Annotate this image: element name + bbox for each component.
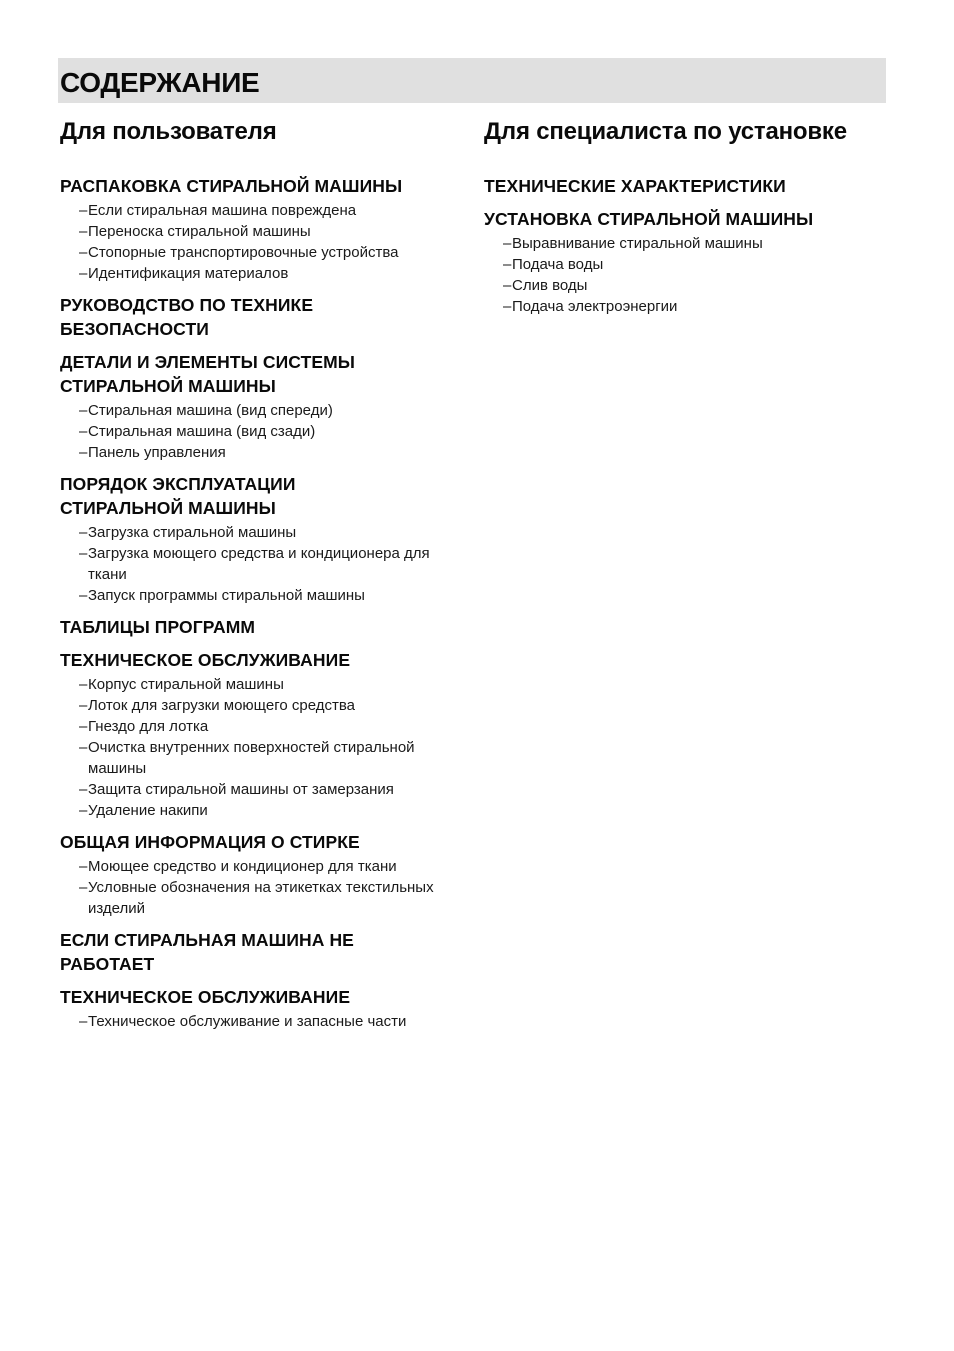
toc-subitem[interactable] — [79, 856, 460, 877]
title-bar — [58, 58, 886, 103]
dash-bullet: – — [79, 802, 88, 819]
toc-subitem[interactable] — [79, 737, 460, 779]
dash-bullet: – — [503, 277, 512, 294]
toc-subitem[interactable] — [79, 674, 460, 695]
toc-section-title[interactable]: ТЕХНИЧЕСКИЕ ХАРАКТЕРИСТИКИ — [484, 176, 786, 196]
toc-subitem-text: Техническое обслуживание и запасные части — [88, 1013, 407, 1030]
toc-subitem-text: Стопорные транспортировочные устройства — [88, 244, 399, 261]
toc-subitem[interactable] — [503, 233, 884, 254]
toc-subitem[interactable] — [79, 695, 460, 716]
toc-subitem-text: Моющее средство и кондиционер для ткани — [88, 858, 397, 875]
toc-section-title[interactable]: ОБЩАЯ ИНФОРМАЦИЯ О СТИРКЕ — [60, 832, 360, 852]
toc-subitems — [484, 233, 884, 317]
dash-bullet: – — [79, 423, 88, 440]
toc-subitem-text: Переноска стиральной машины — [88, 223, 311, 240]
dash-bullet: – — [79, 676, 88, 693]
toc-section — [484, 207, 884, 317]
toc-subitem-text: Очистка внутренних поверхностей стиральной машины — [88, 739, 415, 777]
dash-bullet: – — [79, 244, 88, 261]
toc-subitems — [60, 1011, 460, 1032]
toc-subitem[interactable] — [79, 200, 460, 221]
user-column-heading: Для пользователя — [60, 118, 277, 145]
user-sections — [60, 174, 460, 1032]
toc-subitem-text: Защита стиральной машины от замерзания — [88, 781, 394, 798]
toc-section — [60, 615, 460, 639]
toc-subitem-text: Загрузка стиральной машины — [88, 524, 297, 541]
dash-bullet: – — [79, 402, 88, 419]
dash-bullet: – — [503, 235, 512, 252]
toc-subitem[interactable] — [79, 585, 460, 606]
toc-section — [60, 174, 460, 284]
toc-subitems — [60, 400, 460, 463]
dash-bullet: – — [79, 587, 88, 604]
toc-subitem[interactable] — [79, 263, 460, 284]
toc-subitem[interactable] — [503, 254, 884, 275]
toc-subitem[interactable] — [79, 242, 460, 263]
toc-section — [60, 830, 460, 919]
toc-subitems — [60, 522, 460, 606]
toc-subitem[interactable] — [79, 421, 460, 442]
toc-section-title[interactable]: ПОРЯДОК ЭКСПЛУАТАЦИИ СТИРАЛЬНОЙ МАШИНЫ — [60, 474, 296, 518]
dash-bullet: – — [79, 739, 88, 756]
toc-subitem-text: Выравнивание стиральной машины — [512, 235, 763, 252]
toc-subitem-text: Если стиральная машина повреждена — [88, 202, 357, 219]
toc-subitem-text: Гнездо для лотка — [88, 718, 209, 735]
page-title: СОДЕРЖАНИЕ — [60, 67, 260, 98]
toc-subitem[interactable] — [79, 800, 460, 821]
dash-bullet: – — [503, 256, 512, 273]
toc-section-title[interactable]: ТЕХНИЧЕСКОЕ ОБСЛУЖИВАНИЕ — [60, 650, 351, 670]
toc-subitem-text: Подача электроэнергии — [512, 298, 678, 315]
toc-subitem-text: Стиральная машина (вид спереди) — [88, 402, 333, 419]
toc-subitem[interactable] — [503, 275, 884, 296]
dash-bullet: – — [79, 444, 88, 461]
toc-section — [60, 293, 460, 341]
toc-subitem[interactable] — [79, 442, 460, 463]
toc-section — [60, 350, 460, 463]
toc-subitem[interactable] — [79, 400, 460, 421]
toc-section — [60, 985, 460, 1032]
installer-sections — [484, 174, 884, 317]
toc-section — [60, 928, 460, 976]
toc-subitem[interactable] — [79, 1011, 460, 1032]
toc-subitems — [60, 674, 460, 821]
dash-bullet: – — [79, 718, 88, 735]
dash-bullet: – — [79, 858, 88, 875]
installer-column — [484, 116, 884, 326]
installer-column-heading: Для специалиста по установке — [484, 118, 847, 145]
toc-section-title[interactable]: ЕСЛИ СТИРАЛЬНАЯ МАШИНА НЕ РАБОТАЕТ — [60, 930, 354, 974]
dash-bullet: – — [79, 1013, 88, 1030]
toc-section — [60, 648, 460, 821]
toc-subitem[interactable] — [79, 877, 460, 919]
toc-subitem[interactable] — [503, 296, 884, 317]
toc-section-title[interactable]: РУКОВОДСТВО ПО ТЕХНИКЕ БЕЗОПАСНОСТИ — [60, 295, 314, 339]
toc-section-title[interactable]: ТАБЛИЦЫ ПРОГРАММ — [60, 617, 256, 637]
dash-bullet: – — [79, 524, 88, 541]
toc-subitem-text: Слив воды — [512, 277, 588, 294]
toc-subitem[interactable] — [79, 716, 460, 737]
dash-bullet: – — [79, 879, 88, 896]
toc-section — [60, 472, 460, 606]
toc-subitems — [60, 856, 460, 919]
dash-bullet: – — [79, 223, 88, 240]
toc-subitem[interactable] — [79, 543, 460, 585]
toc-subitem-text: Подача воды — [512, 256, 604, 273]
toc-subitem-text: Загрузка моющего средства и кондиционера для ткани — [88, 545, 430, 583]
toc-subitem-text: Стиральная машина (вид сзади) — [88, 423, 316, 440]
toc-section-title[interactable]: ДЕТАЛИ И ЭЛЕМЕНТЫ СИСТЕМЫ СТИРАЛЬНОЙ МАШИНЫ — [60, 352, 356, 396]
dash-bullet: – — [79, 545, 88, 562]
toc-subitem-text: Удаление накипи — [88, 802, 208, 819]
toc-subitem[interactable] — [79, 221, 460, 242]
toc-subitems — [60, 200, 460, 284]
toc-subitem-text: Идентификация материалов — [88, 265, 289, 282]
toc-section-title[interactable]: УСТАНОВКА СТИРАЛЬНОЙ МАШИНЫ — [484, 209, 814, 229]
toc-subitem-text: Лоток для загрузки моющего средства — [88, 697, 355, 714]
toc-section — [484, 174, 884, 198]
dash-bullet: – — [503, 298, 512, 315]
toc-subitem-text: Корпус стиральной машины — [88, 676, 284, 693]
toc-subitem-text: Запуск программы стиральной машины — [88, 587, 365, 604]
dash-bullet: – — [79, 781, 88, 798]
toc-section-title[interactable]: РАСПАКОВКА СТИРАЛЬНОЙ МАШИНЫ — [60, 176, 403, 196]
toc-subitem-text: Панель управления — [88, 444, 226, 461]
dash-bullet: – — [79, 697, 88, 714]
toc-section-title[interactable]: ТЕХНИЧЕСКОЕ ОБСЛУЖИВАНИЕ — [60, 987, 351, 1007]
toc-subitem[interactable] — [79, 522, 460, 543]
dash-bullet: – — [79, 265, 88, 282]
toc-subitem-text: Условные обозначения на этикетках текстильных изделий — [88, 879, 434, 917]
user-column — [60, 116, 460, 1041]
toc-subitem[interactable] — [79, 779, 460, 800]
dash-bullet: – — [79, 202, 88, 219]
